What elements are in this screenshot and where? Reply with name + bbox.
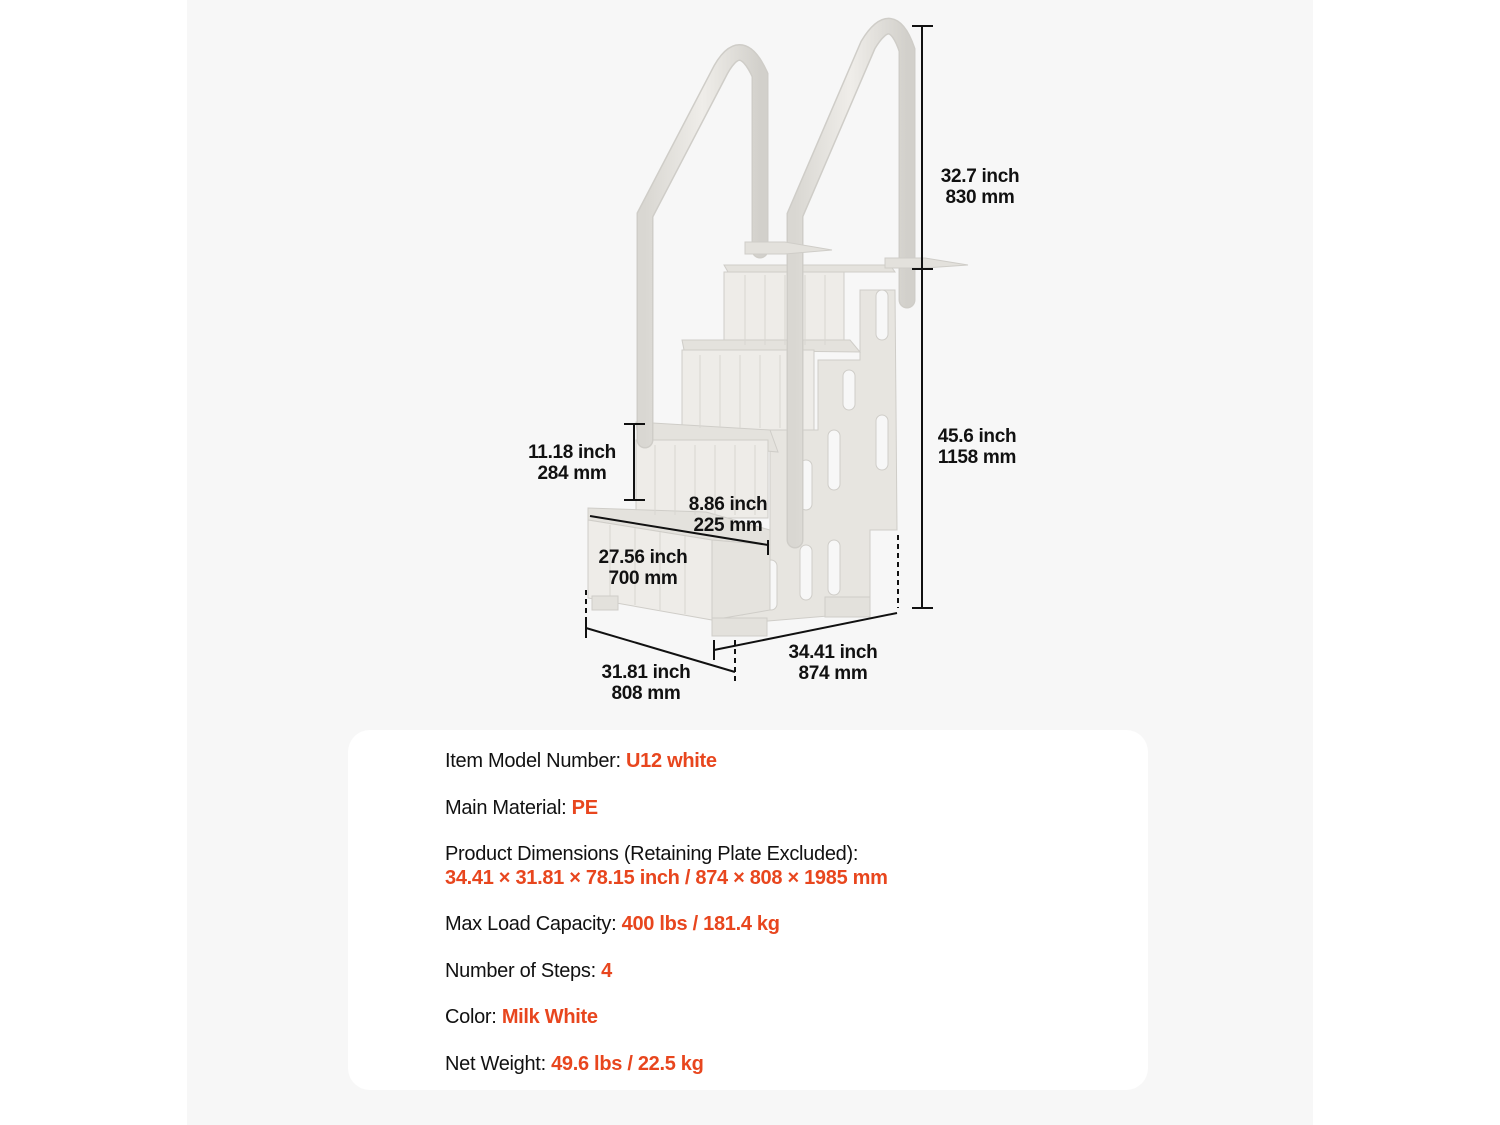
spec-label: Item Model Number: — [445, 750, 627, 772]
dim-inch: 32.7 inch — [940, 166, 1020, 187]
spec-value: 49.6 lbs / 22.5 kg — [551, 1053, 704, 1075]
dim-handrail-height — [925, 166, 1035, 208]
spec-color — [445, 1005, 598, 1029]
dim-mm: 284 mm — [537, 463, 607, 484]
dim-inch: 27.56 inch — [598, 547, 688, 568]
dim-inch: 45.6 inch — [937, 426, 1017, 447]
spec-value: U12 white — [626, 750, 717, 772]
dim-inch: 8.86 inch — [688, 494, 768, 515]
spec-material — [445, 796, 598, 820]
spec-value: 4 — [601, 960, 612, 982]
spec-max-load — [445, 912, 780, 936]
spec-model-number — [445, 749, 717, 773]
spec-label: Max Load Capacity: — [445, 913, 622, 935]
spec-value: 34.41 × 31.81 × 78.15 inch / 874 × 808 × 1985 mm — [445, 867, 888, 889]
dim-step-width — [583, 547, 703, 589]
dim-step-depth — [673, 494, 783, 536]
dim-mm: 808 mm — [611, 683, 681, 704]
spec-value: PE — [571, 797, 598, 819]
dim-mm: 830 mm — [945, 187, 1015, 208]
spec-steps — [445, 959, 612, 983]
spec-label: Main Material: — [445, 797, 572, 819]
spec-label: Color: — [445, 1006, 502, 1028]
spec-value: 400 lbs / 181.4 kg — [621, 913, 780, 935]
dim-step-rise — [517, 442, 627, 484]
spec-label: Product Dimensions (Retaining Plate Excluded): — [445, 843, 859, 865]
dim-mm: 1158 mm — [937, 447, 1017, 468]
specs-card — [348, 730, 1148, 1090]
spec-net-weight — [445, 1052, 704, 1076]
dim-mm: 874 mm — [798, 663, 868, 684]
dim-base-length — [778, 642, 888, 684]
spec-label: Number of Steps: — [445, 960, 602, 982]
dim-inch: 11.18 inch — [528, 442, 616, 463]
spec-label: Net Weight: — [445, 1053, 552, 1075]
dim-mm: 225 mm — [693, 515, 763, 536]
retaining-plates — [745, 242, 968, 268]
dim-body-height — [922, 426, 1032, 468]
dim-inch: 31.81 inch — [601, 662, 691, 683]
dim-mm: 700 mm — [608, 568, 678, 589]
dim-inch: 34.41 inch — [788, 642, 878, 663]
spec-dimensions — [445, 842, 888, 890]
dim-base-depth — [591, 662, 701, 704]
spec-value: Milk White — [501, 1006, 598, 1028]
